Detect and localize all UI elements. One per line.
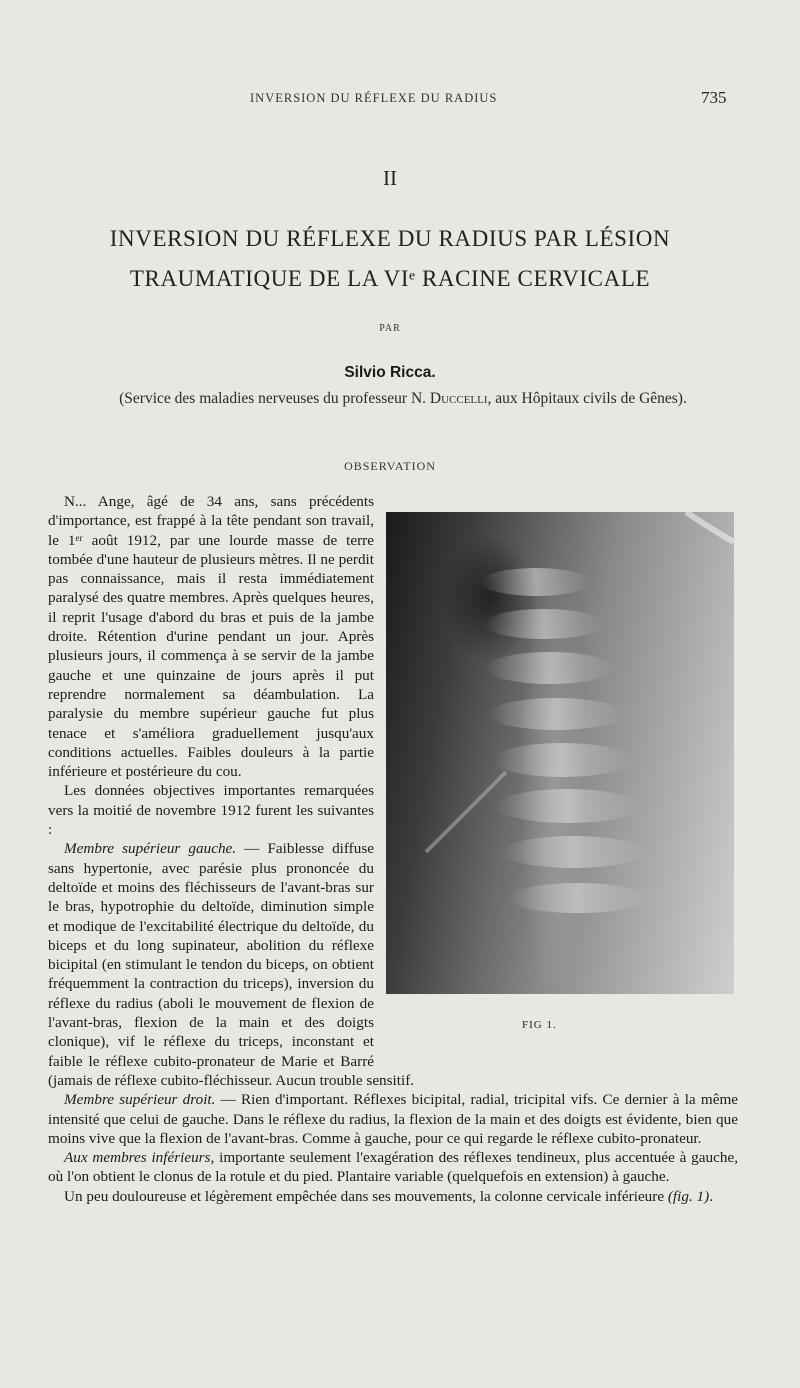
xray-graphic xyxy=(386,512,734,994)
edge-highlight xyxy=(686,512,734,542)
p3-label: Membre supérieur gauche. xyxy=(64,840,237,858)
figure-caption: FIG 1. xyxy=(522,1019,557,1031)
article-title-line-1: INVERSION DU RÉFLEXE DU RADIUS PAR LÉSION xyxy=(109,226,671,251)
paragraph-5 xyxy=(48,1148,738,1187)
running-head xyxy=(0,88,800,110)
p6-end: . xyxy=(709,1187,714,1205)
body-text xyxy=(48,492,738,1206)
xray-image xyxy=(386,512,734,994)
p5-text: importante seulement l'exagération des réflexes tendineux, plus accentuée à gauche, où l'on obtient le clonus de la rotule et du pied. Plantaire variable (quelquefois en extension) à gauche. xyxy=(48,1149,738,1186)
p5-label: Aux membres inférieurs, xyxy=(64,1149,215,1167)
paragraph-2: Les données objectives importantes remarquées vers la moitié de novembre 1912 furent les suivantes : xyxy=(48,782,374,839)
p4-text: — Rien d'important. Réflexes bicipital, radial, tricipital vifs. Ce dernier à la même intensité que celui de gauche. Dans le réflexe du radius, la flexion de la main et des doigts est évidente, bien que moins vive que la flexion de l'avant-bras. Comme à gauche, pour ce qui regarde le réflexe cubito-pronateur. xyxy=(48,1091,738,1147)
figure-reference: (fig. 1) xyxy=(667,1187,710,1205)
paragraph-4 xyxy=(48,1090,738,1148)
p3-text: — Faiblesse diffuse sans hypertonie, avec parésie plus prononcée du deltoïde et moins des fléchisseurs de l'avant-bras sur le bras, hypotrophie du deltoïde, diminution simple et modique de l'excitabilité électrique du deltoïde, du biceps et du long supinateur, abolition du réflexe bicipital (en stimulant le tendon du biceps, on obtient fréquemment la contraction du triceps), inversion du réflexe du radius (aboli le mouvement de flexion de l'avant-bras, flexion de la main et des doigts clonique), vif le réflexe du triceps, inconstant et faible le réflexe cubito-pronateur de Marie et Barré (jamais de réflexe cubito-fléchisseur. Aucun trouble sensitif. xyxy=(48,840,415,1089)
author-affiliation xyxy=(68,389,738,409)
p4-label: Membre supérieur droit. xyxy=(64,1091,216,1109)
clavicle-shadow xyxy=(426,772,506,852)
p6-text: Un peu douloureuse et légèrement empêchée dans ses mouvements, la colonne cervicale inférieure xyxy=(64,1187,668,1205)
article-title-line-2: TRAUMATIQUE DE LA VIᵉ RACINE CERVICALE xyxy=(129,266,651,291)
affiliation-pre: (Service des maladies nerveuses du professeur N. xyxy=(119,390,430,407)
paragraph-6 xyxy=(48,1187,738,1206)
section-heading: OBSERVATION xyxy=(344,459,436,473)
by-line: PAR xyxy=(379,323,401,334)
section-numeral: II xyxy=(383,166,397,190)
running-title: INVERSION DU RÉFLEXE DU RADIUS xyxy=(250,91,498,105)
affiliation-post: , aux Hôpitaux civils de Gênes). xyxy=(487,390,687,407)
paragraph-1: N... Ange, âgé de 34 ans, sans précédents d'importance, est frappé à la tête pendant son travail, le 1ᵉʳ août 1912, par une lourde masse de terre tombée d'une hauteur de plusieurs mètres. Il ne perdit pas connaissance, mais il resta immédiatement paralysé des quatre membres. Après quelques heures, il reprit l'usage d'abord du bras et puis de la jambe droite. Rétention d'urine pendant un jour. Après plusieurs jours, il commença à se servir de la jambe gauche et une quinzaine de jours après il put reprendre normalement sa déambulation. La paralysie du membre supérieur gauche fut plus tenace et s'améliora graduellement jusqu'aux conditions actuelles. Faibles douleurs à la partie inférieure et postérieure du cou. xyxy=(48,493,374,781)
figure-1 xyxy=(386,512,738,1052)
page-number: 735 xyxy=(701,88,727,107)
author-name: Silvio Ricca. xyxy=(344,364,436,381)
affiliation-name: Duccelli xyxy=(429,390,488,407)
vertebrae-shapes xyxy=(481,568,648,913)
